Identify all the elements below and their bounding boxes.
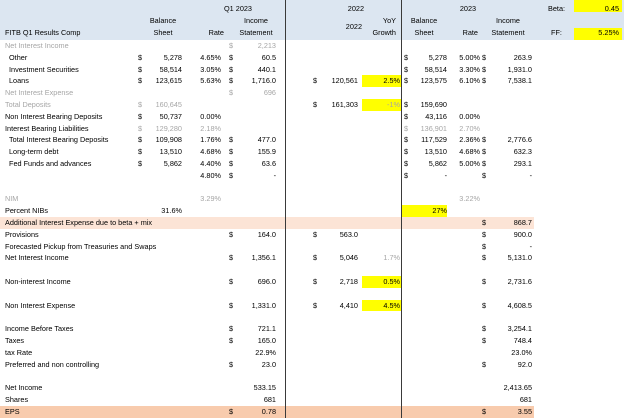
table-row: [0, 75, 624, 87]
header-balance-1: Balance: [149, 16, 177, 25]
cell-b-is[interactable]: 7,538.1: [507, 76, 532, 86]
cell-rate[interactable]: 1.76%: [200, 135, 221, 145]
cell-y22-d[interactable]: $: [313, 76, 318, 86]
cell-is-d[interactable]: $: [229, 324, 234, 334]
cell-is-d[interactable]: $: [229, 336, 234, 345]
cell-b-is[interactable]: 92.0: [517, 359, 532, 369]
cell-b-is[interactable]: 3.55: [517, 406, 532, 416]
cell-is[interactable]: 22.9%: [255, 347, 276, 357]
row-label[interactable]: Investment Securities: [9, 64, 79, 74]
row-label[interactable]: Loans: [9, 76, 29, 86]
cell-b-is-d[interactable]: $: [482, 159, 487, 168]
table-row: [0, 252, 624, 264]
table-row: [0, 347, 624, 359]
table-row: [0, 193, 624, 205]
cell-b-bs[interactable]: 117,529: [421, 135, 447, 145]
cell-b-bs-d[interactable]: $: [404, 170, 409, 180]
cell-rate[interactable]: 4.68%: [200, 147, 221, 157]
table-row: [0, 382, 624, 394]
cell-is[interactable]: 1,356.1: [251, 253, 276, 263]
cell-is-d[interactable]: $: [229, 52, 234, 62]
table-row: [0, 158, 624, 170]
cell-b-rate[interactable]: 5.00%: [459, 159, 480, 168]
row-label[interactable]: Preferred and non controlling: [5, 359, 100, 369]
cell-b-is[interactable]: 2,731.6: [507, 277, 532, 286]
header-b-balance-1: Balance: [410, 16, 438, 25]
cell-is-d[interactable]: $: [229, 170, 234, 180]
cell-bs-d[interactable]: $: [138, 135, 143, 145]
cell-b-is-d[interactable]: $: [482, 336, 487, 345]
row-label[interactable]: Income Before Taxes: [5, 324, 74, 334]
row-label[interactable]: Total Interest Bearing Deposits: [9, 135, 109, 145]
cell-b-is-d[interactable]: $: [482, 135, 487, 145]
cell-is[interactable]: 63.6: [261, 159, 276, 168]
cell-b-bs-d[interactable]: $: [404, 123, 409, 133]
header-income-2: Statement: [239, 28, 273, 37]
cell-b-is-d[interactable]: $: [482, 253, 487, 263]
cell-is[interactable]: 533.15: [253, 383, 276, 393]
cell-is-d[interactable]: $: [229, 64, 234, 74]
cell-b-bs[interactable]: 123,575: [420, 76, 447, 86]
cell-bs[interactable]: 129,280: [155, 123, 182, 133]
cell-is[interactable]: 60.5: [261, 52, 276, 62]
cell-b-is-d[interactable]: $: [482, 76, 487, 86]
header-b-income-1: Income: [496, 16, 520, 25]
cell-b-rate[interactable]: 0.00%: [459, 111, 480, 121]
table-row: [0, 123, 624, 135]
cell-bs[interactable]: 31.6%: [161, 206, 182, 216]
cell-b-bs[interactable]: 5,862: [428, 159, 447, 168]
header-yoy-2: Growth: [372, 28, 396, 37]
cell-b-is[interactable]: 2,413.65: [503, 383, 532, 393]
cell-b-is-d[interactable]: $: [482, 52, 487, 62]
cell-b-rate[interactable]: 4.68%: [459, 147, 480, 157]
cell-bs-d[interactable]: $: [138, 159, 143, 168]
cell-b-is[interactable]: -: [529, 241, 532, 251]
cell-b-is[interactable]: 748.4: [513, 336, 532, 345]
table-row: [0, 64, 624, 76]
cell-b-bs-d[interactable]: $: [404, 76, 409, 86]
cell-bs[interactable]: 160,645: [155, 100, 182, 109]
cell-b-is[interactable]: 293.1: [513, 159, 532, 168]
cell-b-bs-d[interactable]: $: [404, 159, 409, 168]
cell-is[interactable]: 477.0: [257, 135, 276, 145]
cell-is-d[interactable]: $: [229, 229, 234, 239]
table-row: [0, 99, 624, 111]
cell-b-is-d[interactable]: $: [482, 324, 487, 334]
table-row: [0, 205, 624, 217]
cell-b-bs-d[interactable]: $: [404, 100, 409, 109]
cell-is-d[interactable]: $: [229, 300, 234, 310]
cell-b-is[interactable]: 5,131.0: [507, 253, 532, 263]
row-label[interactable]: Interest Bearing Liabilities: [5, 123, 89, 133]
cell-is-d[interactable]: $: [229, 135, 234, 145]
cell-rate[interactable]: 3.29%: [200, 194, 221, 204]
cell-rate[interactable]: 2.18%: [200, 123, 221, 133]
table-row: [0, 394, 624, 406]
cell-y22[interactable]: 2,718: [339, 277, 358, 286]
row-label[interactable]: NIM: [5, 194, 19, 204]
cell-is[interactable]: -: [273, 170, 276, 180]
table-row: [0, 300, 624, 312]
cell-b-rate[interactable]: 5.00%: [459, 52, 480, 62]
cell-is[interactable]: 164.0: [257, 229, 276, 239]
cell-is[interactable]: 23.0: [261, 359, 276, 369]
header-balance-2: Sheet: [153, 28, 173, 37]
cell-y22[interactable]: 563.0: [339, 229, 358, 239]
cell-b-is[interactable]: 23.0%: [511, 347, 532, 357]
cell-b-bs[interactable]: -: [444, 170, 447, 180]
table-row: [0, 241, 624, 253]
cell-is-d[interactable]: $: [229, 253, 234, 263]
cell-b-is[interactable]: 868.7: [513, 218, 532, 227]
cell-b-bs[interactable]: 5,278: [428, 52, 447, 62]
cell-is-d[interactable]: $: [229, 159, 234, 168]
cell-b-is[interactable]: 900.0: [513, 229, 532, 239]
cell-rate[interactable]: 0.00%: [200, 111, 221, 121]
cell-is-d[interactable]: $: [229, 359, 234, 369]
ff-value[interactable]: 5.25%: [598, 28, 619, 37]
row-label[interactable]: Net Interest Income: [5, 41, 69, 50]
cell-b-rate[interactable]: 3.30%: [459, 64, 480, 74]
cell-is-d[interactable]: $: [229, 406, 234, 416]
table-row: [0, 182, 624, 194]
cell-rate[interactable]: 3.05%: [200, 64, 221, 74]
cell-b-bs-d[interactable]: $: [404, 64, 409, 74]
cell-b-is-d[interactable]: $: [482, 241, 487, 251]
cell-b-bs-d[interactable]: $: [404, 135, 409, 145]
cell-rate[interactable]: 4.40%: [200, 159, 221, 168]
cell-is[interactable]: 681: [263, 395, 276, 404]
cell-is[interactable]: 721.1: [257, 324, 276, 334]
cell-b-bs-d[interactable]: $: [404, 52, 409, 62]
cell-b-is[interactable]: 681: [519, 395, 532, 404]
cell-b-is-d[interactable]: $: [482, 64, 487, 74]
cell-is-d[interactable]: $: [229, 88, 234, 98]
header-rate: Rate: [208, 28, 224, 37]
cell-bs[interactable]: 109,908: [155, 135, 182, 145]
cell-y22[interactable]: 4,410: [339, 300, 358, 310]
table-row: [0, 370, 624, 382]
table-row: [0, 217, 624, 229]
cell-b-bs[interactable]: 27%: [432, 206, 447, 216]
table-row: [0, 87, 624, 99]
table-row: [0, 134, 624, 146]
header-2023: 2023: [459, 4, 477, 13]
cell-rate[interactable]: 4.65%: [200, 52, 221, 62]
sheet-title: FITB Q1 Results Comp: [5, 28, 81, 37]
cell-b-is-d[interactable]: $: [482, 300, 487, 310]
cell-y22-d[interactable]: $: [313, 100, 318, 109]
row-label[interactable]: Other: [9, 52, 28, 62]
cell-rate[interactable]: 5.63%: [200, 76, 221, 86]
cell-b-is[interactable]: 263.9: [513, 52, 532, 62]
cell-bs[interactable]: 5,862: [163, 159, 182, 168]
cell-bs-d[interactable]: $: [138, 100, 143, 109]
cell-b-is[interactable]: 1,931.0: [507, 64, 532, 74]
cell-bs[interactable]: 13,510: [159, 147, 182, 157]
table-row: [0, 146, 624, 158]
cell-yoy[interactable]: 1.7%: [383, 253, 400, 263]
column-divider-left: [285, 0, 286, 418]
table-row: [0, 406, 624, 418]
cell-bs-d[interactable]: $: [138, 52, 143, 62]
header-2022-top: 2022: [347, 4, 364, 13]
table-row: [0, 52, 624, 64]
row-label[interactable]: Shares: [5, 395, 29, 404]
row-label[interactable]: Net Interest Expense: [5, 88, 74, 98]
cell-bs-d[interactable]: $: [138, 76, 143, 86]
header-q1-2023: Q1 2023: [224, 4, 252, 13]
table-row: [0, 323, 624, 335]
cell-bs-d[interactable]: $: [138, 111, 143, 121]
cell-b-is[interactable]: 2,776.6: [507, 135, 532, 145]
header-income-1: Income: [244, 16, 268, 25]
cell-is[interactable]: 2,213: [257, 41, 276, 50]
cell-is[interactable]: 0.78: [261, 406, 276, 416]
cell-b-is-d[interactable]: $: [482, 218, 487, 227]
beta-value[interactable]: 0.45: [604, 4, 619, 13]
cell-bs-d[interactable]: $: [138, 123, 143, 133]
cell-is[interactable]: 1,331.0: [251, 300, 276, 310]
cell-is-d[interactable]: $: [229, 76, 234, 86]
cell-y22-d[interactable]: $: [313, 300, 318, 310]
cell-rate[interactable]: 4.80%: [200, 170, 221, 180]
row-label[interactable]: EPS: [5, 406, 20, 416]
cell-bs[interactable]: 50,737: [159, 111, 182, 121]
row-label[interactable]: Non Interest Bearing Deposits: [5, 111, 103, 121]
cell-b-is[interactable]: 3,254.1: [507, 324, 532, 334]
cell-is[interactable]: 440.1: [257, 64, 276, 74]
cell-y22-d[interactable]: $: [313, 253, 318, 263]
table-row: [0, 359, 624, 371]
cell-b-is-d[interactable]: $: [482, 277, 487, 286]
cell-bs[interactable]: 5,278: [163, 52, 182, 62]
cell-b-is-d[interactable]: $: [482, 147, 487, 157]
cell-b-is[interactable]: 632.3: [513, 147, 532, 157]
cell-b-bs[interactable]: 13,510: [424, 147, 447, 157]
table-row: [0, 335, 624, 347]
table-row: [0, 311, 624, 323]
cell-b-bs[interactable]: 159,690: [420, 100, 447, 109]
row-label[interactable]: Percent NIBs: [5, 206, 48, 216]
cell-y22[interactable]: 120,561: [331, 76, 358, 86]
table-row: [0, 264, 624, 276]
column-divider-right: [401, 0, 402, 418]
row-label[interactable]: Non-interest Income: [5, 277, 71, 286]
beta-label: Beta:: [548, 4, 566, 13]
table-row: [0, 288, 624, 300]
cell-b-bs[interactable]: 136,901: [420, 123, 447, 133]
cell-is[interactable]: 696.0: [257, 277, 276, 286]
row-label[interactable]: Provisions: [5, 229, 39, 239]
cell-b-bs[interactable]: 58,514: [424, 64, 447, 74]
cell-y22-d[interactable]: $: [313, 229, 318, 239]
cell-b-rate[interactable]: 3.22%: [459, 194, 480, 204]
row-label[interactable]: Total Deposits: [5, 100, 51, 109]
cell-yoy[interactable]: 4.5%: [383, 300, 400, 310]
table-row: [0, 276, 624, 288]
cell-bs-d[interactable]: $: [138, 64, 143, 74]
cell-is[interactable]: 165.0: [257, 336, 276, 345]
cell-is[interactable]: 1,716.0: [251, 76, 276, 86]
header-b-income-2: Statement: [491, 28, 525, 37]
header-yoy-1: YoY: [382, 16, 396, 25]
row-label[interactable]: Non Interest Expense: [5, 300, 76, 310]
table-row: [0, 40, 624, 52]
cell-yoy[interactable]: 0.5%: [383, 277, 400, 286]
ff-label: FF:: [551, 28, 562, 37]
cell-yoy[interactable]: 2.5%: [383, 76, 400, 86]
cell-y22-d[interactable]: $: [313, 277, 318, 286]
cell-bs-d[interactable]: $: [138, 147, 143, 157]
cell-is-d[interactable]: $: [229, 147, 234, 157]
cell-b-is[interactable]: -: [529, 170, 532, 180]
row-label[interactable]: Taxes: [5, 336, 25, 345]
cell-is[interactable]: 155.9: [257, 147, 276, 157]
header-b-rate: Rate: [462, 28, 478, 37]
cell-y22[interactable]: 5,046: [339, 253, 358, 263]
table-row: [0, 170, 624, 182]
cell-is-d[interactable]: $: [229, 41, 234, 50]
cell-is[interactable]: 696: [263, 88, 276, 98]
cell-bs[interactable]: 123,615: [155, 76, 182, 86]
cell-b-is[interactable]: 4,608.5: [507, 300, 532, 310]
header-b-balance-2: Sheet: [414, 28, 434, 37]
cell-b-rate[interactable]: 2.70%: [459, 123, 480, 133]
row-label[interactable]: Additional Interest Expense due to beta + mix: [5, 218, 153, 227]
cell-b-rate[interactable]: 2.36%: [459, 135, 480, 145]
row-label[interactable]: Net Income: [5, 383, 43, 393]
cell-b-bs-d[interactable]: $: [404, 111, 409, 121]
table-row: [0, 111, 624, 123]
cell-b-bs[interactable]: 43,116: [425, 111, 447, 121]
cell-is-d[interactable]: $: [229, 277, 234, 286]
cell-b-is-d[interactable]: $: [482, 359, 487, 369]
row-label[interactable]: Long-term debt: [9, 147, 59, 157]
row-label[interactable]: Fed Funds and advances: [9, 159, 92, 168]
cell-b-is-d[interactable]: $: [482, 229, 487, 239]
cell-b-is-d[interactable]: $: [482, 170, 487, 180]
cell-b-rate[interactable]: 6.10%: [459, 76, 480, 86]
cell-bs[interactable]: 58,514: [159, 64, 182, 74]
header-2022: 2022: [345, 22, 362, 31]
cell-yoy[interactable]: -1%: [387, 100, 400, 109]
row-label[interactable]: tax Rate: [5, 347, 33, 357]
cell-y22[interactable]: 161,303: [331, 100, 358, 109]
table-row: [0, 229, 624, 241]
row-label[interactable]: Forecasted Pickup from Treasuries and Swaps: [5, 241, 157, 251]
cell-b-is-d[interactable]: $: [482, 406, 487, 416]
cell-b-bs-d[interactable]: $: [404, 147, 409, 157]
row-label[interactable]: Net Interest Income: [5, 253, 69, 263]
